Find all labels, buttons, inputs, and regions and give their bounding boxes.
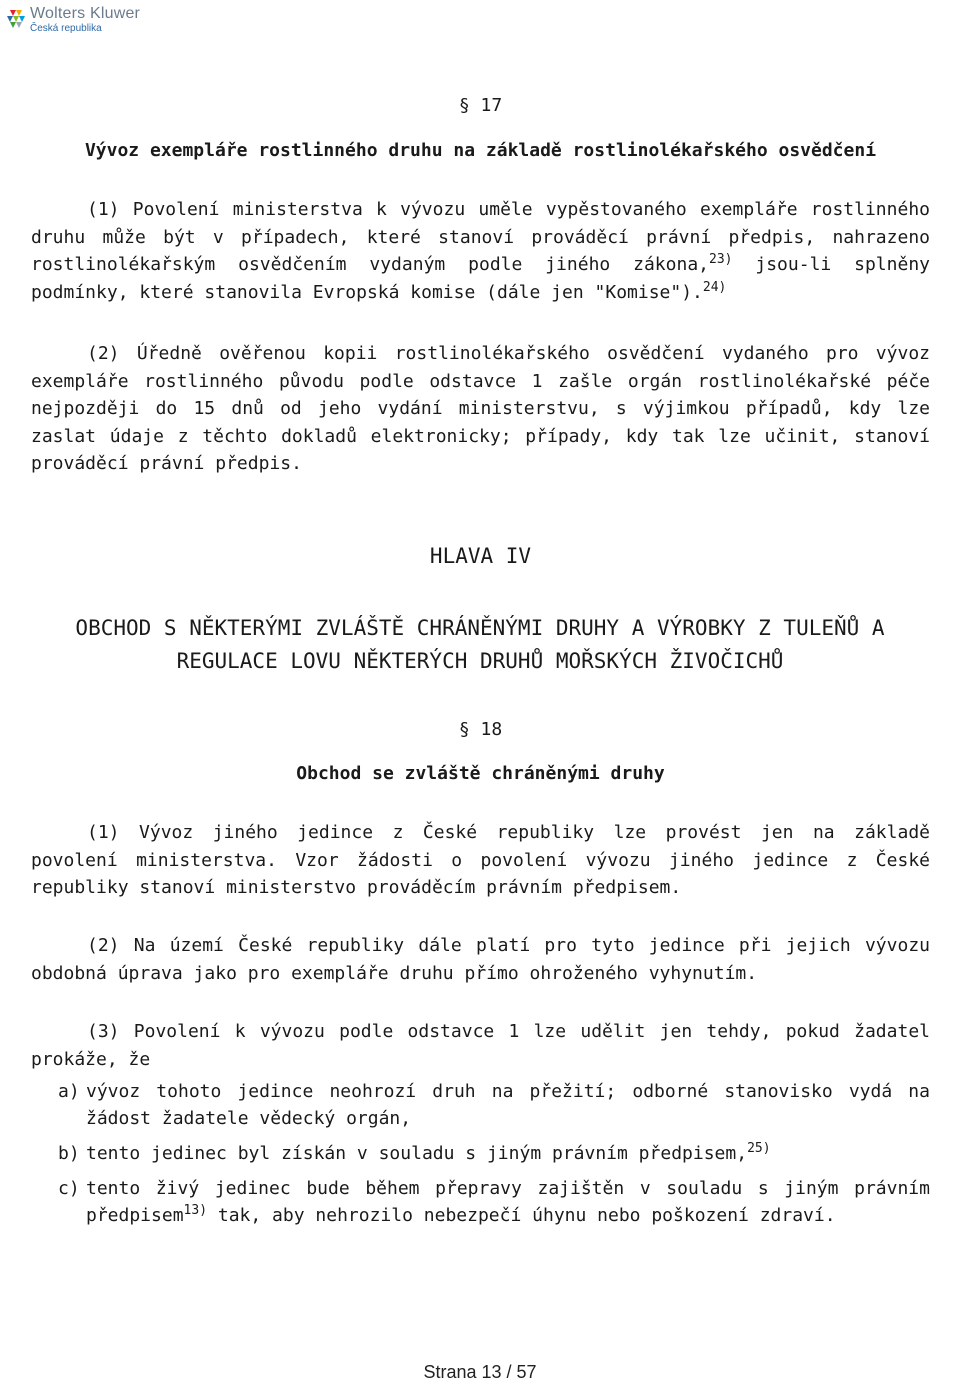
list-item-text: tento živý jedinec bude během přepravy zajištěn v souladu s jiným právním předpisem [86,1178,930,1226]
s18-paragraph-3 [31,1018,930,1073]
part-title [20,612,940,678]
list-item-text-cont: tak, aby nehrozilo nebezpečí úhynu nebo poškození zdraví. [207,1205,836,1226]
s18-paragraph-2 [31,932,930,987]
s18-p3-label: (3) [87,1021,120,1042]
section-17-number: § 17 [458,95,503,116]
s18-p2-text: Na území České republiky dále platí pro tyto jedince při jejich vývozu obdobná úprava jako pro exempláře druhu přímo ohroženého vyhynutím. [31,935,930,984]
s17-paragraph-2 [31,340,930,478]
part-title-line-2: REGULACE LOVU NĚKTERÝCH DRUHŮ MOŘSKÝCH ŽIVOČICHŮ [176,649,784,673]
s18-paragraph-1 [31,819,930,902]
footnote-ref-13[interactable]: 13) [183,1203,208,1218]
footnote-ref-24[interactable]: 24) [702,279,727,295]
list-item-c [58,1175,930,1229]
s17-p2-label: (2) [87,343,120,364]
s18-p1-text: Vývoz jiného jedince z České republiky lze provést jen na základě povolení ministerstva. Vzor žádosti o povolení vývozu jiného jedince z České republiky stanoví ministerstvo prováděcím právním předpisem. [31,822,930,898]
s17-p1-text: Povolení ministerstva k vývozu uměle vypěstovaného exempláře rostlinného druhu může být v případech, které stanoví prováděcí právní předpis, nahrazeno rostlinolékařským osvědčením vydaným podle jiného zákona, [31,199,930,275]
list-item-label: c) [58,1178,80,1199]
part-title-line-1: OBCHOD S NĚKTERÝMI ZVLÁŠTĚ CHRÁNĚNÝMI DRUHY A VÝROBKY Z TULEŇŮ A [75,616,885,640]
s17-p1-label: (1) [87,199,120,220]
footnote-ref-23[interactable]: 23) [709,252,733,267]
section-18-number: § 18 [458,719,503,740]
section-18-title: Obchod se zvláště chráněnými druhy [296,763,665,784]
logo-subtitle: Česká republika [30,23,102,34]
page-number: Strana 13 / 57 [423,1362,537,1382]
list-item-a [58,1078,930,1132]
part-label: HLAVA IV [429,544,532,568]
list-item-label: b) [58,1143,80,1164]
s18-p2-label: (2) [87,935,120,956]
s18-p3-text: Povolení k vývozu podle odstavce 1 lze udělit jen tehdy, pokud žadatel prokáže, že [31,1021,930,1070]
list-item-text: vývoz tohoto jedince neohrozí druh na přežití; odborné stanovisko vydá na žádost žadatele vědecký orgán, [86,1081,930,1129]
s17-p1-text-cont: jsou-li splněny podmínky, které stanovila Evropská komise (dále jen "Komise"). [31,254,930,303]
list-item-b [58,1140,930,1167]
logo [6,4,140,36]
list-item-label: a) [58,1081,80,1102]
footnote-ref-25[interactable]: 25) [747,1141,771,1156]
list-item-text: tento jedinec byl získán v souladu s jiným právním předpisem, [86,1143,748,1164]
logo-brand: Wolters Kluwer [30,5,141,22]
s17-p2-text: Úředně ověřenou kopii rostlinolékařského osvědčení vydaného pro vývoz exempláře rostlinného původu podle odstavce 1 zašle orgán rostlinolékařské péče nejpozději do 15 dnů od jeho vydání ministerstvu, s výjimkou případů, kdy lze zaslat údaje z těchto dokladů elektronicky; případy, kdy tak lze učinit, stanoví prováděcí právní předpis. [31,343,930,474]
s18-p1-label: (1) [87,822,120,843]
wolters-kluwer-logo-icon [6,8,26,32]
s17-paragraph-1 [31,196,930,306]
section-17-title: Vývoz exempláře rostlinného druhu na základě rostlinolékařského osvědčení [84,140,877,161]
